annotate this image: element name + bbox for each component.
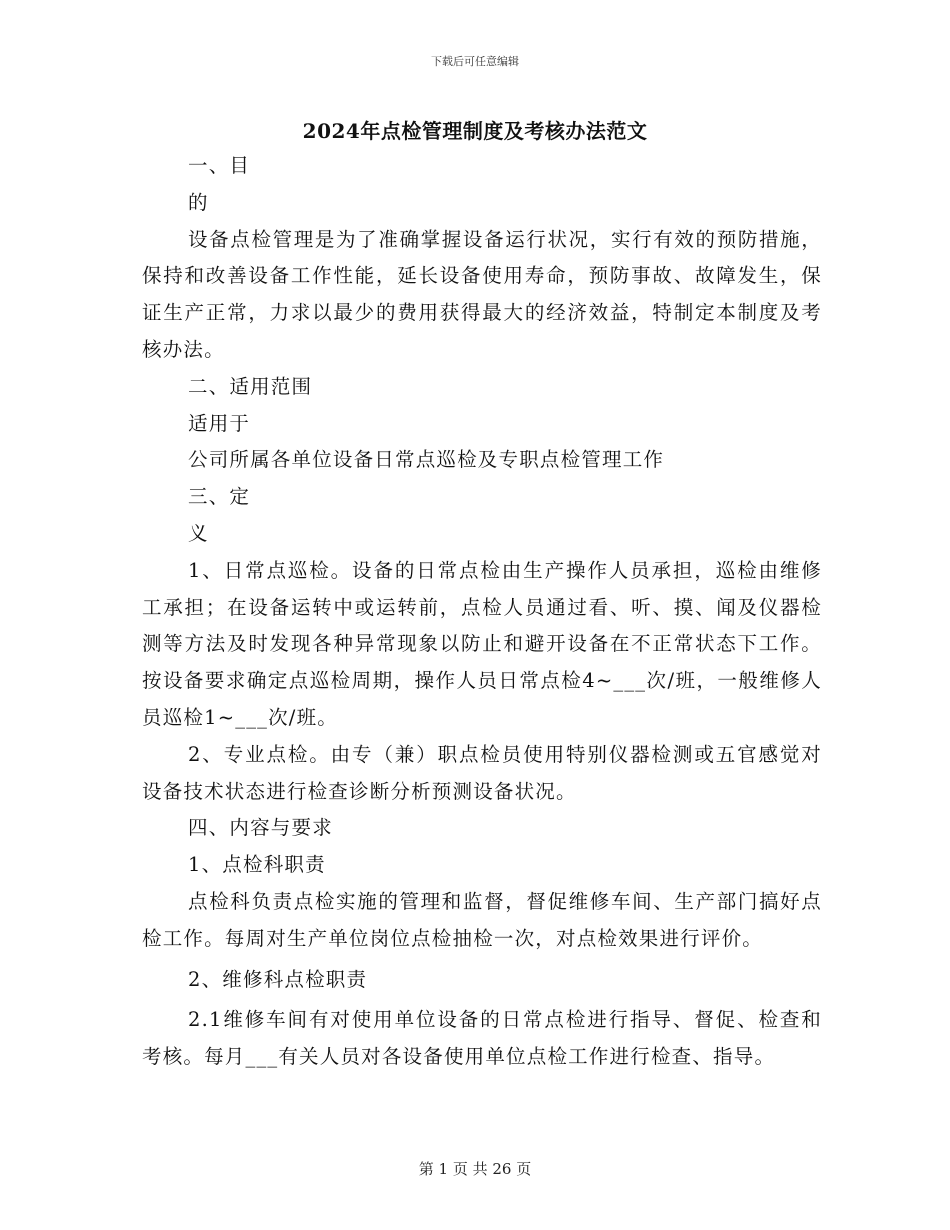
paragraph-10: 2、专业点检。由专（兼）职点检员使用特别仪器检测或五官感觉对设备技术状态进行检查诊断分析预测设备状况。 [142, 742, 822, 803]
paragraph-5: 适用于 [188, 411, 251, 435]
paragraph-8: 义 [188, 521, 209, 545]
paragraph-13: 点检科负责点检实施的管理和监督，督促维修车间、生产部门搞好点检工作。每周对生产单位岗位点检抽检一次，对点检效果进行评价。 [142, 889, 822, 950]
paragraph-3: 设备点检管理是为了准确掌握设备运行状况，实行有效的预防措施，保持和改善设备工作性能，延长设备使用寿命，预防事故、故障发生，保证生产正常，力求以最少的费用获得最大的经济效益，特制定本制度及考核办法。 [142, 227, 822, 361]
paragraph-2: 的 [188, 190, 209, 214]
paragraph-7: 三、定 [188, 485, 251, 509]
paragraph-4: 二、适用范围 [188, 374, 313, 398]
paragraph-12: 1、点检科职责 [188, 853, 326, 877]
document-body [142, 148, 822, 1076]
paragraph-1: 一、目 [188, 154, 251, 177]
document-title: 2024年点检管理制度及考核办法范文 [302, 119, 648, 143]
paragraph-15: 2.1维修车间有对使用单位设备的日常点检进行指导、督促、检查和考核。每月___有关人员对各设备使用单位点检工作进行检查、指导。 [142, 1008, 822, 1069]
paragraph-11: 四、内容与要求 [188, 816, 333, 840]
page-number-footer: 第 1 页 共 26 页 [418, 1160, 532, 1178]
paragraph-9: 1、日常点巡检。设备的日常点检由生产操作人员承担，巡检由维修工承担；在设备运转中或运转前，点检人员通过看、听、摸、闻及仪器检测等方法及时发现各种异常现象以防止和避开设备在不正常状态下工作。按设备要求确定点巡检周期，操作人员日常点检4~___次/班，一般维修人员巡检1~___次/班。 [142, 558, 822, 729]
paragraph-14: 2、维修科点检职责 [188, 967, 368, 991]
paragraph-6: 公司所属各单位设备日常点巡检及专职点检管理工作 [188, 448, 665, 472]
header-note: 下载后可任意编辑 [431, 55, 519, 68]
